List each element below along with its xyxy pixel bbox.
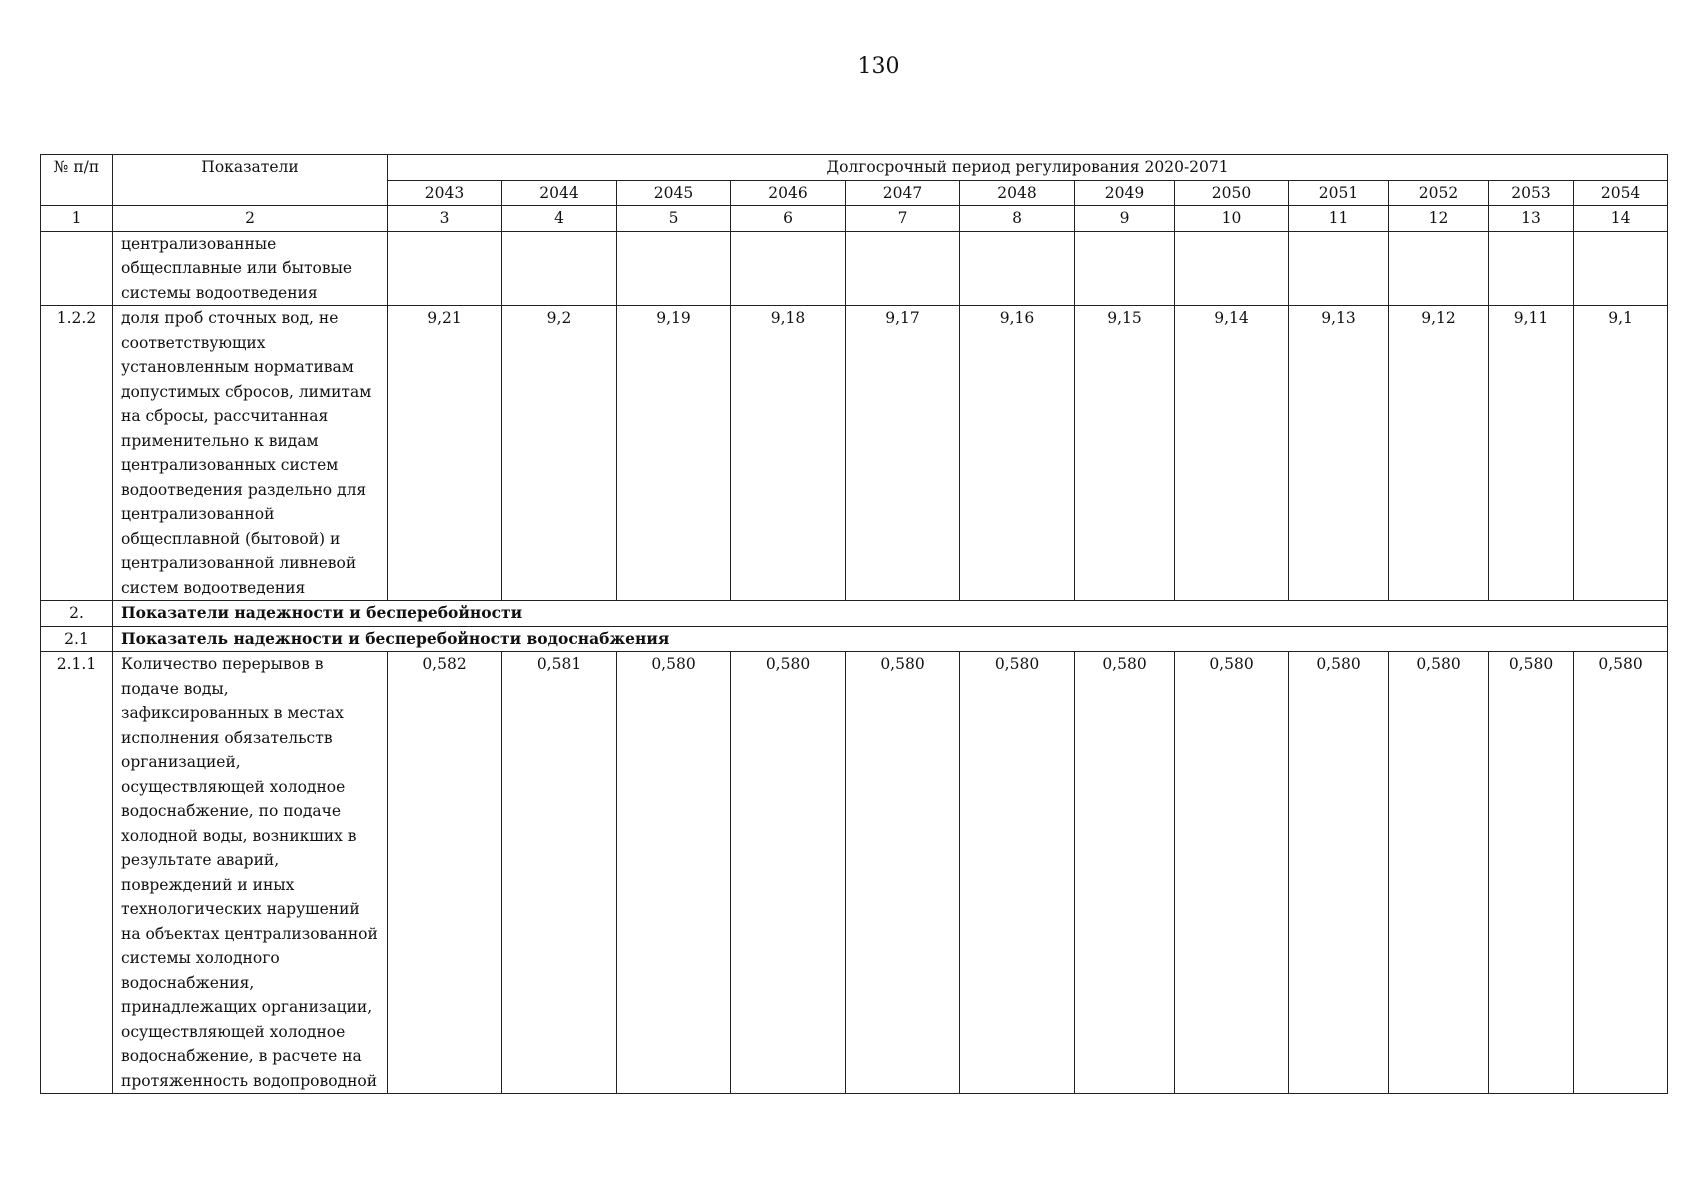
value-cell xyxy=(502,231,617,306)
col-number-cell: 2 xyxy=(113,206,388,232)
row-index: 1.2.2 xyxy=(41,306,113,601)
value-cell: 9,1 xyxy=(1574,306,1668,601)
value-cell xyxy=(731,231,846,306)
year-cell: 2048 xyxy=(960,180,1075,206)
col-number-cell: 9 xyxy=(1075,206,1175,232)
column-numbers-row xyxy=(41,206,1668,232)
year-cell: 2046 xyxy=(731,180,846,206)
value-cell: 0,580 xyxy=(617,652,731,1094)
section-row xyxy=(41,601,1668,627)
value-cell xyxy=(1289,231,1389,306)
row-text: Количество перерывов в подаче воды, зафиксированных в местах исполнения обязательств организацией, осуществляющей холодное водоснабжение, по подаче холодной воды, возникших в результате аварий, повреждений и иных технологических нарушений на объектах централизованной системы холодного водоснабжения, принадлежащих организации, осуществляющей холодное водоснабжение, в расчете на протяженность водопроводной xyxy=(113,652,388,1094)
value-cell: 0,581 xyxy=(502,652,617,1094)
value-cell: 0,580 xyxy=(1489,652,1574,1094)
year-cell: 2043 xyxy=(388,180,502,206)
value-cell: 9,15 xyxy=(1075,306,1175,601)
col-number-cell: 11 xyxy=(1289,206,1389,232)
value-cell: 0,580 xyxy=(846,652,960,1094)
col-number-cell: 13 xyxy=(1489,206,1574,232)
value-cell: 9,14 xyxy=(1175,306,1289,601)
col-number-cell: 12 xyxy=(1389,206,1489,232)
value-cell: 9,2 xyxy=(502,306,617,601)
table-row xyxy=(41,231,1668,306)
header-row-1 xyxy=(41,155,1668,181)
subsection-title: Показатель надежности и бесперебойности водоснабжения xyxy=(113,626,1668,652)
value-cell: 0,580 xyxy=(1289,652,1389,1094)
year-cell: 2050 xyxy=(1175,180,1289,206)
value-cell: 9,12 xyxy=(1389,306,1489,601)
year-cell: 2045 xyxy=(617,180,731,206)
year-cell: 2052 xyxy=(1389,180,1489,206)
value-cell xyxy=(1389,231,1489,306)
value-cell xyxy=(1175,231,1289,306)
row-text: централизованные общесплавные или бытовые системы водоотведения xyxy=(113,231,388,306)
value-cell: 0,580 xyxy=(1389,652,1489,1094)
value-cell: 0,580 xyxy=(1175,652,1289,1094)
value-cell: 0,580 xyxy=(1574,652,1668,1094)
year-cell: 2051 xyxy=(1289,180,1389,206)
value-cell: 9,18 xyxy=(731,306,846,601)
col-number-cell: 3 xyxy=(388,206,502,232)
value-cell: 0,580 xyxy=(960,652,1075,1094)
col-number-cell: 8 xyxy=(960,206,1075,232)
value-cell xyxy=(1075,231,1175,306)
year-cell: 2047 xyxy=(846,180,960,206)
table-row xyxy=(41,306,1668,601)
subsection-index: 2.1 xyxy=(41,626,113,652)
header-indicators: Показатели xyxy=(113,155,388,206)
row-text: доля проб сточных вод, не соответствующих установленным нормативам допустимых сбросов, лимитам на сбросы, рассчитанная применительно к видам централизованных систем водоотведения раздельно для централизованной общесплавной (бытовой) и централизованной ливневой систем водоотведения xyxy=(113,306,388,601)
col-number-cell: 5 xyxy=(617,206,731,232)
value-cell xyxy=(388,231,502,306)
col-number-cell: 7 xyxy=(846,206,960,232)
header-num: № п/п xyxy=(41,155,113,206)
value-cell: 0,580 xyxy=(1075,652,1175,1094)
col-number-cell: 1 xyxy=(41,206,113,232)
value-cell xyxy=(1574,231,1668,306)
value-cell: 9,16 xyxy=(960,306,1075,601)
year-cell: 2049 xyxy=(1075,180,1175,206)
value-cell: 0,582 xyxy=(388,652,502,1094)
section-title: Показатели надежности и бесперебойности xyxy=(113,601,1668,627)
row-index: 2.1.1 xyxy=(41,652,113,1094)
col-number-cell: 14 xyxy=(1574,206,1668,232)
value-cell xyxy=(617,231,731,306)
col-number-cell: 4 xyxy=(502,206,617,232)
col-number-cell: 10 xyxy=(1175,206,1289,232)
value-cell: 9,13 xyxy=(1289,306,1389,601)
year-cell: 2053 xyxy=(1489,180,1574,206)
value-cell xyxy=(960,231,1075,306)
year-cell: 2054 xyxy=(1574,180,1668,206)
value-cell: 0,580 xyxy=(731,652,846,1094)
page-number: 130 xyxy=(857,54,900,79)
header-period: Долгосрочный период регулирования 2020-2071 xyxy=(388,155,1668,181)
year-cell: 2044 xyxy=(502,180,617,206)
row-index xyxy=(41,231,113,306)
value-cell: 9,11 xyxy=(1489,306,1574,601)
table-row xyxy=(41,652,1668,1094)
value-cell: 9,21 xyxy=(388,306,502,601)
value-cell xyxy=(1489,231,1574,306)
indicators-table xyxy=(40,154,1668,1094)
section-index: 2. xyxy=(41,601,113,627)
value-cell xyxy=(846,231,960,306)
value-cell: 9,17 xyxy=(846,306,960,601)
subsection-row xyxy=(41,626,1668,652)
value-cell: 9,19 xyxy=(617,306,731,601)
col-number-cell: 6 xyxy=(731,206,846,232)
